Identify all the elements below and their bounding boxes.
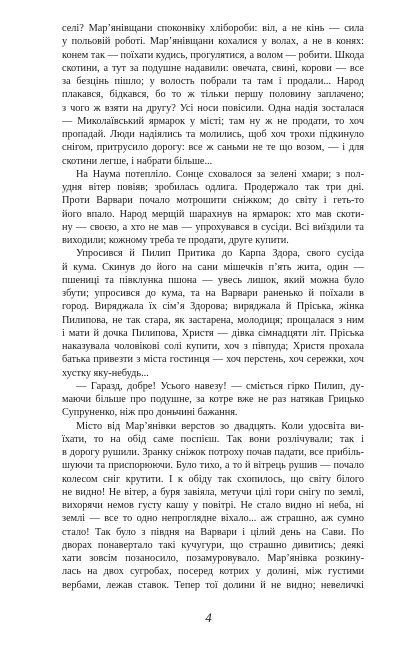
text-line: плакався, бідкався, бо то ж тільки першу половину заплачено; bbox=[62, 89, 364, 101]
text-line: Проти Варвари почало мотрошити сніжком; до світу і геть-то bbox=[62, 195, 364, 207]
text-line: й кума. Скинув до його на сани мішечків п’ять жита, один — bbox=[62, 261, 364, 273]
text-line: скотини, а тут за подушне надавили: овечата, свині, корови — все bbox=[62, 62, 364, 74]
text-line: вихорячи немов густу кашу у повітрі. Не стало видно ні неба, ні bbox=[62, 500, 364, 511]
text-line: вербами, лежав ставок. Тепер тої долини й не видно; невеличкі bbox=[62, 579, 364, 591]
text-line: ну — своєю, а хто не мав — упрохувався в сусіди. Всі виїздили та bbox=[62, 221, 364, 233]
text-line: з чого ж взяти на другу? Усі носи повісили. Одна надія зосталася bbox=[62, 102, 364, 114]
text-line: в дорогу рушили. Зранку сніжок потроху почав падати, все прибіль- bbox=[62, 447, 364, 458]
text-line: їхати, то на обід саме поспієш. Так вони розлічували; так і bbox=[62, 433, 364, 445]
text-line: лась на двох сугробах, посеред котрих у долині, між густими bbox=[62, 566, 364, 578]
text-line: і мати й дочка Пилипова, Христя — дівка сімнадцяти літ. Пріська bbox=[62, 327, 364, 339]
paragraph-4 bbox=[62, 380, 364, 420]
text-line: скотини легше, і набрати більше... bbox=[62, 155, 213, 167]
text-line: наказувала чоловікові солі купити, хоч з півпуда; Христя прохала bbox=[62, 341, 364, 352]
text-line: його впало. Народ мерщій шарахнув на ярмарок: хто мав скоти- bbox=[62, 208, 364, 220]
text-line: снігом, притрусило дорогу: все ж саньми не те що возом, — і для bbox=[62, 142, 364, 154]
text-line: селі? Мар’янівщани споконвіку хлібороби: віл, а не кінь — сила bbox=[62, 23, 364, 34]
text-line: Пилипова, не так стара, як застарена, молодиця; прощалася з ним bbox=[62, 314, 364, 326]
text-line: Місто від Мар’янівки верстов зо двадцять. Коли удосвіта ви- bbox=[76, 420, 364, 432]
text-line: збути; упросився до кума, та на Варвари раненько й поїхали в bbox=[62, 288, 364, 299]
paragraph-5 bbox=[62, 420, 364, 592]
text-line: землі — все то одно непроглядне віхало... аж страшно, аж сумно bbox=[62, 513, 364, 525]
page-number: 4 bbox=[205, 610, 212, 625]
text-line: — Гаразд, добре! Усього навезу! — сміється гірко Пилип, ду- bbox=[76, 380, 364, 392]
paragraph-1 bbox=[62, 22, 364, 168]
text-line: удня вітер повіяв; зробилась одлига. Продержало так три дні. bbox=[62, 182, 364, 193]
page-body bbox=[62, 22, 364, 592]
text-line: колесом сніг крутити. І к обіду так схопилось, що світу білого bbox=[62, 473, 364, 485]
text-line: город. Виряджала їх сім’я Здорова; виряджала й Пріська, жінка bbox=[62, 301, 364, 313]
text-line: пшениці та півклунка пшона — увесь лишок, який можна було bbox=[62, 274, 364, 286]
text-line: маючи більше про подушне, за котре вже не раз натякав Грицько bbox=[62, 394, 364, 405]
paragraph-2 bbox=[62, 168, 364, 248]
text-line: хустку яку-небудь... bbox=[62, 367, 149, 379]
text-line: не видно! Не вітер, а буря завіяла, метучи цілі гори снігу по землі, bbox=[62, 486, 364, 498]
text-line: стало! Так було з півдня на Варвари і цілий день на Сави. По bbox=[62, 526, 364, 538]
text-line: На Наума потепліло. Сонце сховалося за зелені хмари; з пол- bbox=[76, 168, 364, 180]
text-line: батька привезти з міста гостинця — хоч перстень, хоч сережки, хоч bbox=[62, 354, 364, 366]
text-line: у польовій роботі. Мар’янівщани кохалися у волах, а не в конях: bbox=[62, 36, 364, 48]
text-line: дворах понавертало такі кучугури, що страшно дивитись; деякі bbox=[62, 539, 364, 551]
text-line: хати зовсім позаносило, позамуровувало. Мар’янівка розкину- bbox=[62, 553, 364, 564]
text-line: Супруненко, ніж про доньчині бажання. bbox=[62, 407, 238, 419]
text-line: — Миколаївський ярмарок у місті; там ну ж не продати, то хоч bbox=[62, 115, 364, 127]
text-line: конем так — поїхати кудись, прогулятися, а волом — робити. Шкода bbox=[62, 49, 365, 61]
paragraph-3 bbox=[62, 247, 364, 380]
text-line: Упросився й Пилип Притика до Карпа Здора, свого сусіда bbox=[76, 248, 364, 260]
text-line: пропадай. Люди надіялись та молились, щоб хоч трохи підкинуло bbox=[62, 129, 364, 140]
text-line: шуючи та приспорюючи. Було тихо, а то й вітрець рушив — почало bbox=[62, 460, 364, 472]
text-line: виходили; кожному треба те продати, друге купити. bbox=[62, 235, 289, 246]
text-line: за безцінь пішло; у волость побрали та там і продали... Народ bbox=[62, 76, 364, 87]
